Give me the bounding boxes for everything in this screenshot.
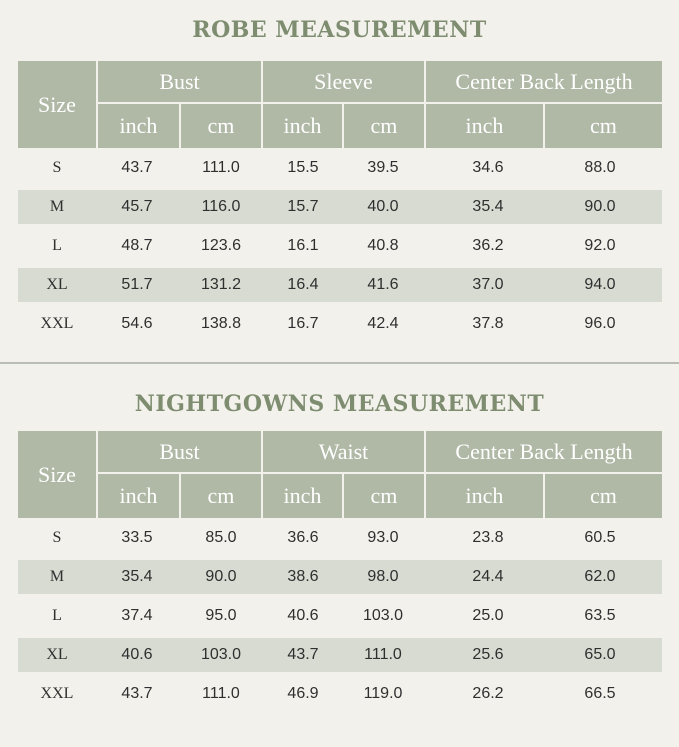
measurement-cell: 65.0	[584, 646, 616, 663]
measurement-cell: 39.5	[367, 159, 399, 176]
measurement-cell: 111.0	[364, 646, 402, 663]
measurement-cell: 119.0	[363, 685, 403, 702]
measurement-cell: 45.7	[121, 198, 153, 215]
measurement-cell: 35.4	[121, 568, 153, 585]
size-cell: XXL	[40, 685, 74, 702]
size-cell: S	[52, 529, 62, 546]
nightgowns-title: NIGHTGOWNS MEASUREMENT	[134, 391, 545, 417]
measurement-cell: 34.6	[472, 159, 504, 176]
robe-sleeve-header: Sleeve	[263, 61, 424, 102]
robe-cbl-cm-header: cm	[545, 104, 662, 148]
table-row	[18, 560, 662, 594]
measurement-cell: 66.5	[584, 685, 616, 702]
measurement-cell: 85.0	[205, 529, 237, 546]
measurement-cell: 62.0	[584, 568, 616, 585]
measurement-cell: 90.0	[205, 568, 237, 585]
measurement-cell: 48.7	[121, 237, 153, 254]
measurement-cell: 63.5	[584, 607, 616, 624]
measurement-cell: 93.0	[367, 529, 399, 546]
measurement-cell: 25.0	[472, 607, 504, 624]
measurement-cell: 25.6	[472, 646, 504, 663]
robe-section	[0, 0, 679, 360]
measurement-cell: 40.8	[367, 237, 399, 254]
measurement-cell: 43.7	[121, 685, 153, 702]
measurement-cell: 88.0	[584, 159, 616, 176]
measurement-cell: 46.9	[287, 685, 319, 702]
measurement-cell: 37.4	[121, 607, 153, 624]
size-cell: M	[49, 198, 65, 215]
measurement-cell: 24.4	[472, 568, 504, 585]
measurement-cell: 36.2	[472, 237, 504, 254]
measurement-cell: 43.7	[287, 646, 319, 663]
measurement-cell: 116.0	[201, 198, 241, 215]
measurement-cell: 41.6	[367, 276, 399, 293]
measurement-cell: 26.2	[472, 685, 504, 702]
table-row	[18, 521, 662, 555]
measurement-cell: 138.8	[200, 315, 242, 332]
measurement-cell: 16.4	[287, 276, 319, 293]
size-cell: S	[52, 159, 62, 176]
robe-bust-header: Bust	[98, 61, 261, 102]
robe-title: ROBE MEASUREMENT	[192, 17, 487, 43]
measurement-cell: 96.0	[584, 315, 616, 332]
table-row	[18, 638, 662, 672]
nightgowns-section	[0, 370, 679, 747]
measurement-cell: 95.0	[205, 607, 237, 624]
robe-size-header: Size	[18, 61, 96, 148]
nightgowns-bust-cm-header: cm	[181, 474, 261, 518]
measurement-cell: 42.4	[367, 315, 399, 332]
nightgowns-bust-header: Bust	[98, 431, 261, 472]
measurement-cell: 98.0	[367, 568, 399, 585]
measurement-cell: 15.5	[287, 159, 319, 176]
measurement-cell: 111.0	[202, 685, 240, 702]
robe-bust-cm-header: cm	[181, 104, 261, 148]
nightgowns-waist-inch-header: inch	[263, 474, 342, 518]
robe-sleeve-cm-header: cm	[344, 104, 424, 148]
measurement-cell: 94.0	[584, 276, 616, 293]
nightgowns-waist-header: Waist	[263, 431, 424, 472]
measurement-cell: 40.6	[121, 646, 153, 663]
measurement-cell: 15.7	[287, 198, 319, 215]
nightgowns-bust-inch-header: inch	[98, 474, 179, 518]
robe-sleeve-inch-header: inch	[263, 104, 342, 148]
measurement-cell: 131.2	[200, 276, 242, 293]
measurement-cell: 37.8	[472, 315, 504, 332]
table-row	[18, 229, 662, 263]
table-row	[18, 151, 662, 185]
size-cell: XXL	[40, 315, 74, 332]
robe-bust-inch-header: inch	[98, 104, 179, 148]
measurement-cell: 23.8	[472, 529, 504, 546]
size-cell: XL	[46, 646, 68, 663]
robe-cbl-header: Center Back Length	[426, 61, 662, 102]
section-divider	[0, 362, 679, 364]
table-row	[18, 677, 662, 711]
table-row	[18, 190, 662, 224]
size-cell: XL	[46, 276, 68, 293]
nightgowns-size-header: Size	[18, 431, 96, 518]
measurement-cell: 90.0	[584, 198, 616, 215]
measurement-cell: 16.7	[287, 315, 319, 332]
measurement-cell: 51.7	[121, 276, 153, 293]
measurement-cell: 35.4	[472, 198, 504, 215]
measurement-cell: 38.6	[287, 568, 319, 585]
table-row	[18, 307, 662, 341]
table-row	[18, 268, 662, 302]
nightgowns-cbl-cm-header: cm	[545, 474, 662, 518]
measurement-cell: 33.5	[121, 529, 153, 546]
size-cell: L	[52, 607, 62, 624]
nightgowns-cbl-header: Center Back Length	[426, 431, 662, 472]
measurement-cell: 111.0	[202, 159, 240, 176]
measurement-cell: 60.5	[584, 529, 616, 546]
measurement-cell: 43.7	[121, 159, 153, 176]
nightgowns-cbl-inch-header: inch	[426, 474, 543, 518]
table-row	[18, 599, 662, 633]
measurement-cell: 37.0	[472, 276, 504, 293]
size-cell: M	[49, 568, 65, 585]
measurement-cell: 40.0	[367, 198, 399, 215]
measurement-cell: 123.6	[200, 237, 242, 254]
measurement-cell: 16.1	[287, 237, 319, 254]
measurement-cell: 92.0	[584, 237, 616, 254]
nightgowns-waist-cm-header: cm	[344, 474, 424, 518]
measurement-cell: 40.6	[287, 607, 319, 624]
measurement-cell: 36.6	[287, 529, 319, 546]
measurement-cell: 54.6	[121, 315, 153, 332]
size-cell: L	[52, 237, 62, 254]
robe-cbl-inch-header: inch	[426, 104, 543, 148]
measurement-cell: 103.0	[200, 646, 242, 663]
measurement-cell: 103.0	[362, 607, 404, 624]
